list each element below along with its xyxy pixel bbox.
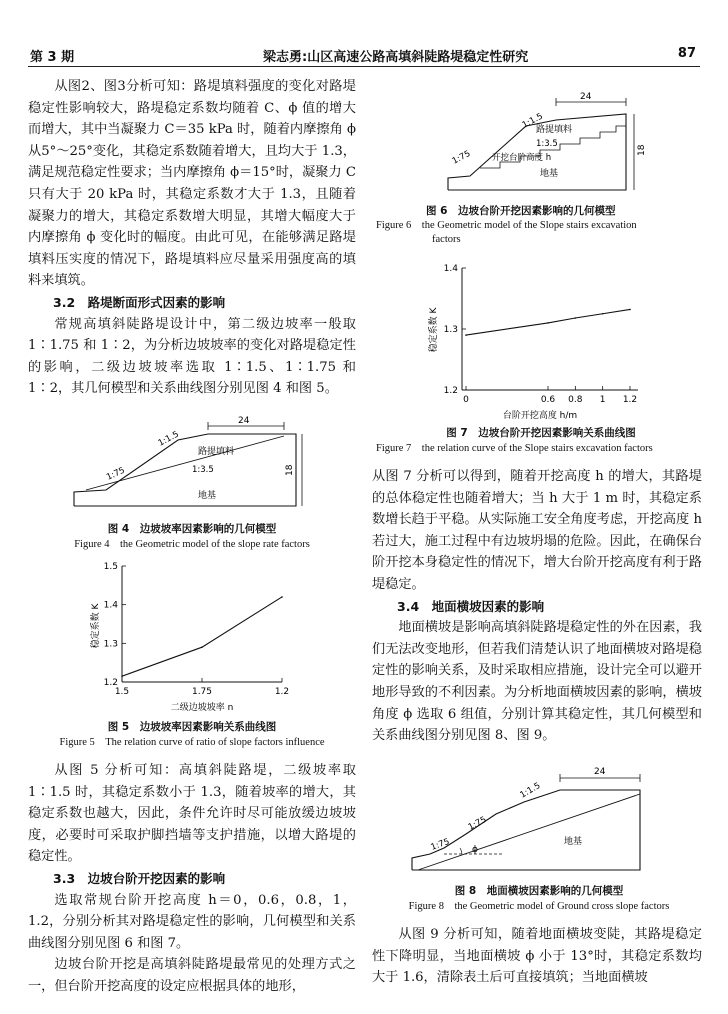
paragraph: 从图 7 分析可以得到，随着开挖高度 h 的增大，其路堤的总体稳定性也随着增大；当 h 大于 1 m 时，其稳定系数增长趋于平稳。从实际施工安全角度考虑，开挖高度 h 若过大，施工过程中有边坡坍塌的危险。因此，在确保台阶开挖本身稳定性的情况下，增大台阶开挖高度有利于路堤稳定。	[372, 469, 702, 592]
caption-zh: 图 5 边坡坡率因素影响关系曲线图	[107, 721, 277, 733]
running-header	[28, 44, 700, 67]
right-column-middle	[372, 466, 702, 747]
dimension-top: 24	[594, 767, 606, 777]
x-axis-label: 二级边坡坡率 n	[170, 703, 234, 713]
figure-5-chart	[72, 556, 302, 714]
x-tick-label: 0.6	[540, 395, 556, 405]
x-tick-label: 1.2	[622, 395, 638, 405]
foundation-label: 地基	[564, 837, 583, 847]
series-line	[122, 597, 282, 676]
running-title: 梁志勇:山区高速公路高填斜陡路堤稳定性研究	[263, 50, 529, 65]
page-number: 87	[677, 46, 696, 61]
foundation-label: 地基	[540, 169, 559, 179]
section-heading-3-3: 3.3 边坡台阶开挖因素的影响	[53, 870, 226, 886]
dimension-top: 24	[238, 416, 250, 426]
caption-zh: 图 7 边坡台阶开挖因素影响关系曲线图	[446, 427, 636, 439]
ground-slope-label: 1:3.5	[536, 139, 558, 149]
figure-7-chart	[420, 258, 650, 422]
data-point	[575, 317, 577, 319]
x-tick-label: 0.8	[568, 395, 583, 405]
right-column-bottom	[372, 924, 702, 989]
paragraph: 从图 5 分析可知：高填斜陡路堤，二级坡率取 1∶1.5 时，其稳定系数小于 1.3，随着坡率的增大，其稳定系数也越大，因此，条件允许时尽可能放缓边坡坡度，必要时可采取护脚挡墙等支护措施，以增大路堤的稳定性。	[28, 763, 356, 865]
paragraph: 常规高填斜陡路堤设计中，第二级边坡率一般取 1∶1.75 和 1∶2，为分析边坡坡率的变化对路堤稳定性的影响，二级边坡坡率选取 1∶1.5、1∶1.75 和 1∶2，其几何模型和关系曲线图分别见图 4 和图 5。	[28, 316, 356, 397]
section-heading-3-2: 3.2 路堤断面形式因素的影响	[53, 294, 226, 310]
slope-label-2: 1:75	[466, 814, 489, 833]
dimension-height: 18	[637, 144, 647, 156]
y-tick-label: 1.5	[103, 562, 118, 572]
dimension-height: 18	[285, 464, 295, 476]
y-axis-label: 稳定系数 K	[429, 307, 439, 353]
figure-6-diagram	[440, 88, 652, 200]
x-tick-label: 1.5	[114, 687, 130, 697]
ground-line	[86, 436, 284, 490]
slope-label-1: 1:1.5	[520, 111, 545, 131]
fill-label: 路提填料	[536, 125, 573, 135]
caption-en-line-2: factors	[432, 234, 461, 245]
y-tick-label: 1.4	[443, 264, 458, 274]
embankment-outline	[412, 790, 640, 870]
slope-label-2: 1:75	[450, 148, 473, 167]
figure-6-caption-en	[376, 219, 706, 247]
data-point	[281, 596, 283, 598]
figure-4-diagram	[66, 410, 306, 516]
ground-slope-label: 1:3.5	[192, 465, 214, 475]
figure-8-diagram	[404, 762, 676, 880]
foundation-label: 地基	[198, 491, 217, 501]
ground-line	[418, 794, 640, 870]
caption-en: Figure 5 The relation curve of ratio of slope factors influence	[59, 737, 325, 748]
left-column-bottom	[28, 760, 356, 998]
caption-zh: 图 6 边坡台阶开挖因素影响的几何模型	[426, 205, 616, 217]
data-point	[465, 334, 467, 336]
caption-en: Figure 8 the Geometric model of Ground cross slope factors	[408, 901, 670, 912]
y-tick-label: 1.4	[103, 600, 118, 611]
slope-label-1: 1:1.5	[156, 429, 181, 449]
slope-label-3: 1:75	[429, 836, 451, 853]
data-point	[629, 309, 631, 311]
figure-7-caption	[376, 426, 706, 456]
dimension-top: 24	[580, 92, 592, 102]
step-height-label: 开挖台阶高度 h	[492, 153, 552, 163]
y-tick-label: 1.3	[103, 639, 118, 650]
data-point	[602, 313, 604, 315]
x-tick-label: 0	[463, 395, 469, 405]
left-column-top	[28, 76, 356, 400]
figure-5-caption	[28, 720, 356, 750]
angle-label: ϕ	[472, 845, 478, 855]
y-tick-label: 1.2	[443, 386, 458, 396]
x-tick-label: 1	[599, 395, 606, 405]
caption-en: Figure 7 the relation curve of the Slope stairs excavation factors	[376, 443, 653, 454]
section-heading-3-4: 3.4 地面横坡因素的影响	[397, 598, 545, 614]
figure-8-caption	[372, 884, 706, 914]
caption-zh: 图 4 边坡坡率因素影响的几何模型	[107, 523, 277, 535]
figure-6-caption-zh	[376, 204, 706, 219]
data-point	[547, 322, 549, 324]
data-point	[201, 646, 203, 648]
paragraph: 地面横坡是影响高填斜陡路堤稳定性的外在因素，我们无法改变地形，但若我们清楚认识了地面横坡对路堤稳定性的影响关系，及时采取相应措施，设计完全可以避开地形导致的不利因素。为分析地面横坡因素的影响，横坡角度 ϕ 选取 6 组值，分别计算其稳定性，其几何模型和关系曲线图分别见图 8、图 9。	[372, 620, 702, 744]
y-tick-label: 1.2	[103, 678, 118, 688]
slope-label-1: 1:1.5	[518, 781, 543, 801]
slope-label-2: 1:75	[105, 465, 127, 483]
caption-en: Figure 4 the Geometric model of the slope rate factors	[74, 539, 310, 550]
issue-number: 第 3 期	[30, 50, 75, 65]
fill-label: 路提填料	[198, 447, 235, 457]
y-tick-label: 1.3	[443, 325, 458, 335]
y-axis-label: 稳定系数 K	[91, 603, 101, 649]
paragraph: 边坡台阶开挖是高填斜陡路堤最常见的处理方式之一，但台阶开挖高度的设定应根据具体的地形，	[28, 957, 356, 994]
paragraph: 选取常规台阶开挖高度 h＝0，0.6，0.8，1，1.2，分别分析其对路堤稳定性的影响，几何模型和关系曲线图分别见图 6 和图 7。	[28, 892, 356, 951]
figure-4-caption	[28, 522, 356, 552]
paragraph: 从图 9 分析可知，随着地面横坡变陡，其路堤稳定性下降明显，当地面横坡 ϕ 小于 13°时，其稳定系数均大于 1.6，清除表土后可直接填筑；当地面横坡	[372, 927, 702, 986]
paragraph: 从图2、图3分析可知：路堤填料强度的变化对路堤稳定性影响较大，路堤稳定系数均随着 C、ϕ 值的增大而增大，其中当凝聚力 C＝35 kPa 时，随着内摩擦角 ϕ 从5°～25°变化，其稳定系数随着增大，且均大于 1.3，满足规范稳定性要求；当内摩擦角 ϕ＝15°时，凝聚力 C 只有大于 20 kPa 时，其稳定系数才大于 1.3，且随着凝聚力的增大，其稳定系数增大明显，其增大幅度大于内摩擦角 ϕ 变化时的幅度。由此可见，在能够满足路堤填料压实度的情况下，路堤填料应尽量采用强度高的填料来填筑。	[28, 79, 356, 289]
x-tick-label: 1.2	[274, 687, 290, 697]
x-axis-label: 台阶开挖高度 h/m	[502, 411, 578, 421]
caption-zh: 图 8 地面横坡因素影响的几何模型	[454, 885, 624, 897]
angle-arc	[460, 848, 462, 854]
data-point	[121, 675, 123, 677]
x-tick-label: 1.75	[191, 687, 213, 697]
caption-en-line-1: Figure 6 the Geometric model of the Slope stairs excavation	[376, 220, 637, 231]
embankment-outline	[74, 434, 296, 506]
